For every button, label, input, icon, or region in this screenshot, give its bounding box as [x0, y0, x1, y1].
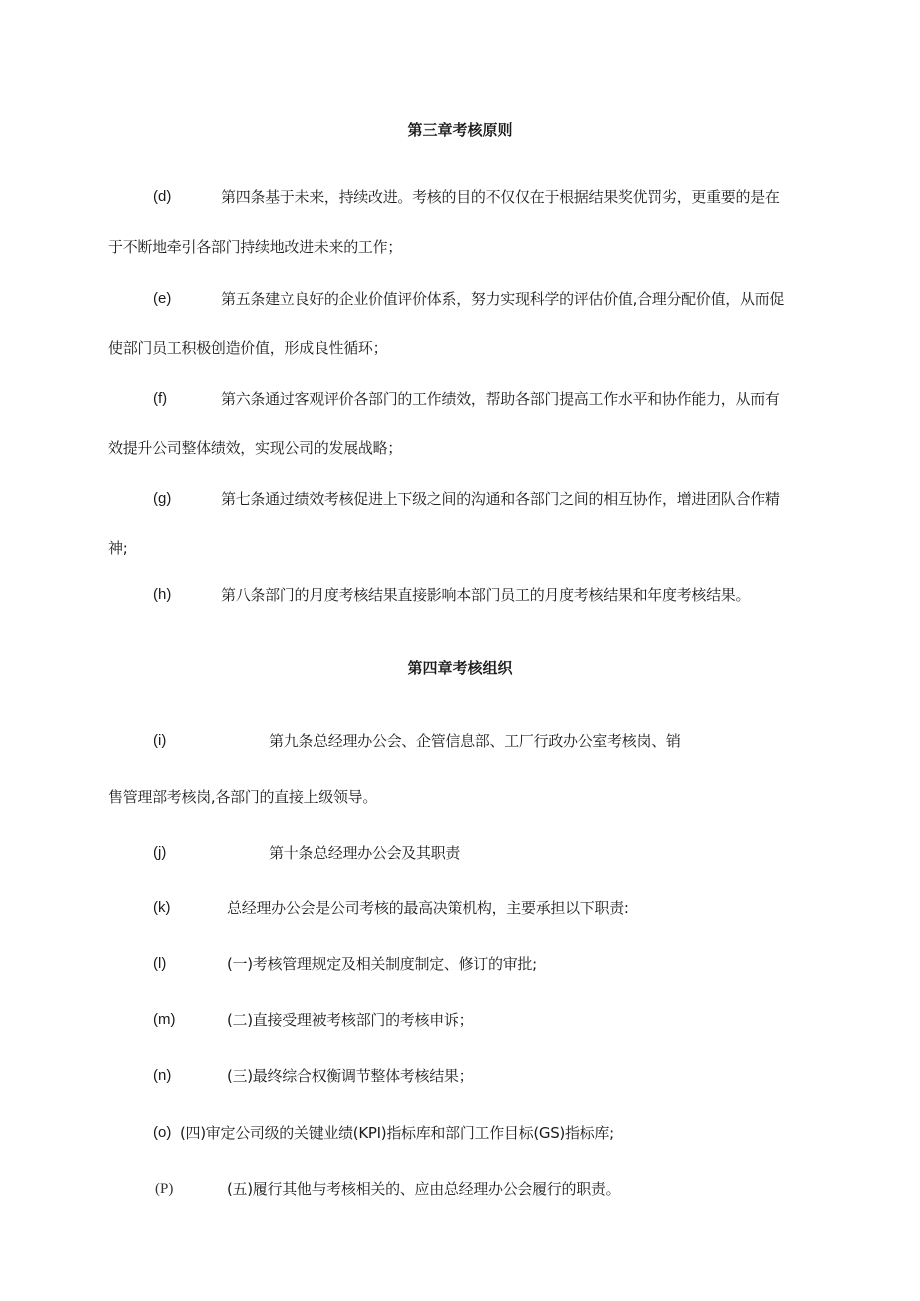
article-text-line: 第八条部门的月度考核结果直接影响本部门员工的月度考核结果和年度考核结果。 — [221, 586, 751, 604]
article-text-line: 效提升公司整体绩效，实现公司的发展战略； — [108, 439, 403, 457]
article-text-line: 第七条通过绩效考核促进上下级之间的沟通和各部门之间的相互协作，增进团队合作精 — [221, 490, 780, 508]
item-marker: (l) — [153, 955, 167, 972]
article-text-line: (三)最终综合权衡调节整体考核结果； — [227, 1067, 474, 1085]
item-marker: (o) — [153, 1124, 172, 1141]
article-text-line: (四)审定公司级的关键业绩(KPI)指标库和部门工作目标(GS)指标库; — [180, 1124, 614, 1142]
article-text-line: 第五条建立良好的企业价值评价体系，努力实现科学的评估价值,合理分配价值，从而促 — [221, 290, 785, 308]
item-marker: (f) — [153, 390, 168, 407]
item-marker: (i) — [153, 732, 167, 749]
article-text-line: (一)考核管理规定及相关制度制定、修订的审批; — [227, 955, 537, 973]
article-text-line: 第九条总经理办公会、企管信息部、工厂行政办公室考核岗、销 — [269, 732, 681, 750]
item-marker: (d) — [153, 188, 172, 205]
chapter-3-title: 第三章考核原则 — [407, 121, 513, 139]
article-text-line: 第十条总经理办公会及其职责 — [269, 844, 461, 862]
article-text-line: 第六条通过客观评价各部门的工作绩效，帮助各部门提高工作水平和协作能力，从而有 — [221, 390, 780, 408]
article-text-line: 售管理部考核岗,各部门的直接上级领导。 — [108, 788, 378, 806]
item-marker: (m) — [153, 1011, 176, 1028]
item-marker: (e) — [153, 290, 172, 307]
item-marker: (j) — [153, 844, 167, 861]
article-text-line: 第四条基于未来，持续改进。考核的目的不仅仅在于根据结果奖优罚劣，更重要的是在 — [221, 188, 780, 206]
chapter-4-title: 第四章考核组织 — [407, 659, 513, 677]
item-marker: (k) — [153, 899, 171, 916]
article-text-line: (五)履行其他与考核相关的、应由总经理办公会履行的职责。 — [227, 1180, 621, 1198]
article-text-line: (二)直接受理被考核部门的考核申诉； — [227, 1011, 474, 1029]
item-marker: (P) — [155, 1181, 174, 1197]
item-marker: (h) — [153, 586, 172, 603]
article-text-line: 于不断地牵引各部门持续地改进未来的工作； — [108, 238, 403, 256]
article-text-line: 神; — [108, 539, 128, 557]
article-text-line: 总经理办公会是公司考核的最高决策机构，主要承担以下职责: — [227, 899, 629, 917]
item-marker: (n) — [153, 1067, 172, 1084]
item-marker: (g) — [153, 490, 172, 507]
article-text-line: 使部门员工积极创造价值，形成良性循环； — [108, 339, 388, 357]
